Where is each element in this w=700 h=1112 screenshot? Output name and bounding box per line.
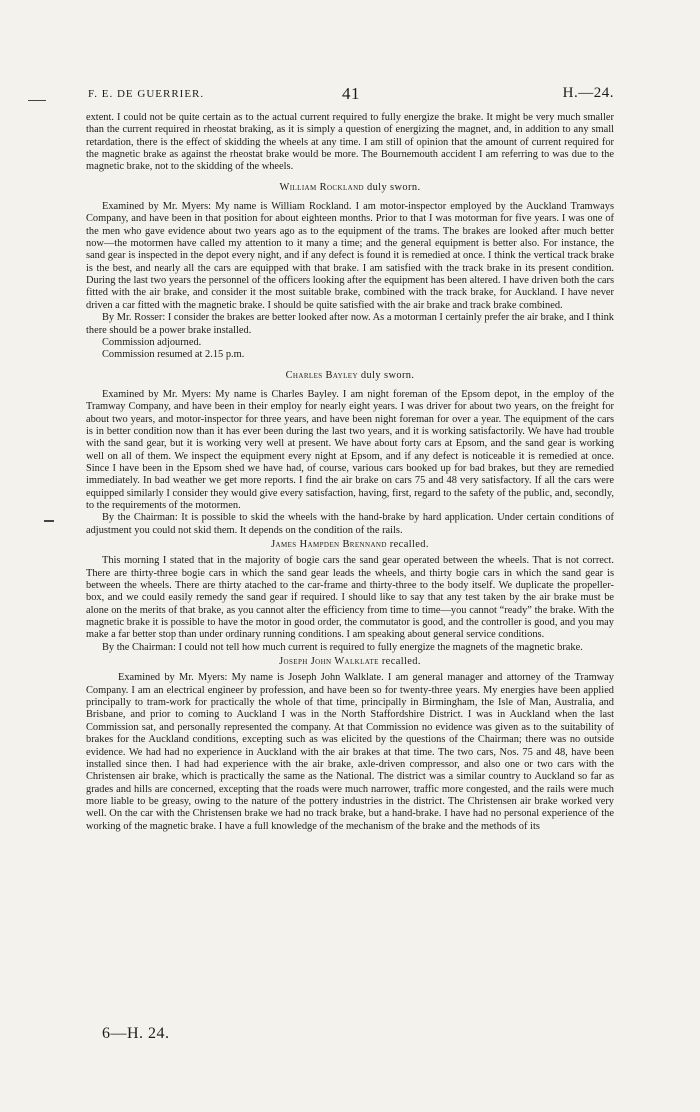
paragraph: By Mr. Rosser: I consider the brakes are better looked after now. As a motorman I certainly prefer the air brake, and I think there should be a power brake installed.	[86, 312, 614, 336]
page-number: 41	[342, 84, 360, 103]
paragraph: By the Chairman: I could not tell how much current is required to fully energize the magnets of the magnetic brake.	[102, 641, 583, 653]
witness-name: Joseph John Walklate	[279, 656, 379, 668]
document-body	[86, 112, 614, 833]
paragraph: Examined by Mr. Myers: My name is Joseph John Walklate. I am general manager and attorney of the Tramway Company. I am an electrical engineer by profession, and have been so for twenty-three years. My energies have been applied principally to tram-work for practically the whole of that time, principally in Birmingham, the Isle of Man, Australia, and Brisbane, and prior to coming to Auckland I was in the North Staffordshire District. I was in Auckland when the last Commission sat, and personally represented the company. At that Commission no evidence was given as to the suitability of brakes for the Auckland conditions, excepting such as was elicited by the questions of the Chairman; there was no outside evidence. We had had no experience in Auckland with the air brakes at that time. The two cars, Nos. 75 and 48, have been installed since then. I had had experience with the air brake, axle-driven compressor, and also one or two cars with the Christensen air brake, which is practically the same as the National. The district was a similar country to Auckland so far as grades and hills are concerned, excepting that the roads were much narrower, traffic more congested, and the rails were much more liable to be greasy, owing to the nature of the pottery industries in the district. The Christensen air brake worked very well. On the car with the Christensen brake we had no track brake, but a hand-brake. I have had no personal experience of the working of the magnetic brake. I have a full knowledge of the mechanism of the brake and the methods of its	[86, 672, 614, 832]
witness-name: Charles Bayley	[285, 369, 358, 381]
witness-status: duly sworn.	[363, 181, 421, 193]
witness-heading	[86, 539, 614, 551]
witness-name: James Hampden Brennand	[271, 539, 387, 550]
paragraph: Commission resumed at 2.15 p.m.	[102, 349, 245, 361]
page-header	[88, 86, 614, 108]
margin-mark	[28, 100, 46, 101]
paragraph: Examined by Mr. Myers: My name is William Rockland. I am motor-inspector employed by the Auckland Tramways Company, and have been in that position for about eighteen months. Prior to that I was motorman for five years. I was one of the men who gave evidence about two years ago as to the equipment of the trams. The brakes are looked after much better now—the motormen have called my attention to it many a time; and the general equipment is better also. For instance, the sand gear is inspected in the depot every night, and if any defect is found it is remedied at once. I think the vertical track brake is the best, and nearly all the cars are equipped with that brake. I am satisfied with the track brake in its present condition. During the last two years the personnel of the officers looking after the equipment has been altered. I have driven both the cars fitted with the air brake, and consider it the most suitable brake, combined with the track brake, for Auckland. I have never driven a car fitted with the magnetic brake. I should be quite satisfied with the air brake and track brake combined.	[86, 201, 614, 311]
witness-heading	[86, 370, 614, 382]
witness-status: recalled.	[386, 539, 429, 550]
witness-name: William Rockland	[279, 181, 364, 193]
witness-heading	[86, 182, 614, 194]
paragraph: This morning I stated that in the majority of bogie cars the sand gear operated between the wheels. That is not correct. There are thirty-three bogie cars in which the sand gear leads the wheels, and thirty bogie cars in which the sand gear is between the wheels. There are thirty atached to the car-frame and thirty-three to the body itself. We duplicate the propeller-box, and we could easily remedy the sand gear if required. I should like to say that any test taken by the air brake must be alone on the merits of that brake, as you cannot alter the efficiency from time to time—you cannot “ready” the brake. With the magnetic brake it is possible to have the motor in good order, the commutator is good, and the controller is good, and you may make a far better stop than under ordinary running conditions. I am speaking about general service conditions.	[86, 555, 614, 641]
margin-mark	[44, 520, 54, 522]
paragraph: extent. I could not be quite certain as to the actual current required to fully energize the brake. It might be very much smaller than the current required in rheostat braking, as it is simply a question of energizing the magnet, and, in addition to any small retardation, there is the effect of skidding the wheels at any time. I am still of opinion that the amount of current required for the magnetic brake as against the rheostat brake would be more. The Bournemouth accident I am referring to was due to the magnetic brake, not to the skidding of the wheels.	[86, 112, 614, 173]
page-footer: 6—H. 24.	[102, 1025, 170, 1042]
paragraph: Commission adjourned.	[102, 336, 202, 348]
document-code: H.—24.	[562, 85, 614, 101]
witness-status: duly sworn.	[357, 369, 415, 381]
witness-heading	[86, 656, 614, 668]
paragraph: Examined by Mr. Myers: My name is Charles Bayley. I am night foreman of the Epsom depot, in the employ of the Tramway Company, and have been in their employ for nearly eight years. I was driver for about two years, on the freight for about two years, and motor-inspector for three years, and have been night foreman for over a year. The equipment of the cars is in better condition now than it has ever been during the last two years, and it is working satisfactorily. We have had trouble with the sand gear, but it is working very well at present. We have about forty cars at Epsom, and the sand gear is working well on all of them. We inspect the equipment every night at Epsom, and if any defect is noticeable it is remedied at once. Since I have been in the Epsom shed we have had, of course, various cars booked up for bad brakes, but they are remedied immediately. In bad weather we get more reports. I find the air brake on cars 75 and 48 very satisfactory. If all the cars were equipped similarly I consider they would give every satisfaction, having, first, regard to the safety of the public, and, secondly, to the requirements of the motormen.	[86, 388, 614, 511]
witness-status: recalled.	[378, 656, 421, 668]
header-author: F. E. DE GUERRIER.	[88, 88, 205, 100]
paragraph: By the Chairman: It is possible to skid the wheels with the hand-brake by hard application. Under certain conditions of adjustment you could not skid them. It depends on the condition of the rails.	[86, 512, 614, 536]
